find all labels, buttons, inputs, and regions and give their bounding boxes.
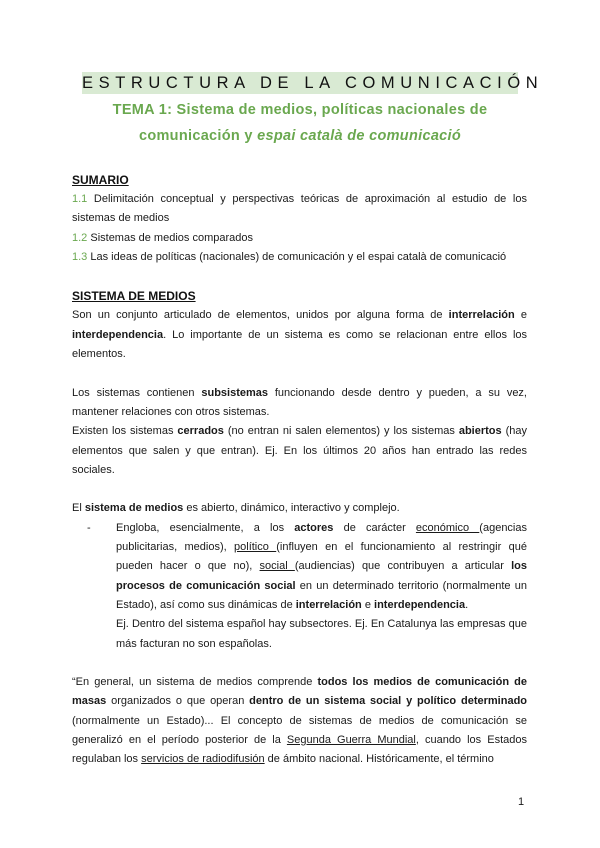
text-run: , cuando los Estados regulaban los [72,734,527,766]
bold-text: abiertos [458,425,502,438]
text-run: (normalmente un Estado)... El concepto de sistemas de medios de comunicación se generalizó en el período posterior de la [72,714,527,747]
sumario-heading: SUMARIO [72,173,129,187]
text-run: (audiencias) que contribuyen a articular [294,560,512,573]
text-run: . Lo importante de un sistema es como se relacionan entre ellos los elementos. [72,328,527,361]
text-run: Los sistemas contienen [72,386,202,399]
bold-text: todos los medios de comunicación de masas [72,676,527,708]
item-text: Delimitación conceptual y perspectivas teóricas de aproximación al estudio de los sistemas de medios [72,193,527,225]
list-item-text [116,519,527,615]
list-item-example [116,615,527,654]
item-number: 1.3 [72,250,88,263]
sumario-item-2 [72,229,527,248]
quote-paragraph [72,673,527,769]
document-body [72,170,527,770]
paragraph [72,422,527,480]
underlined-text: político [234,541,277,554]
bold-text: interdependencia [374,598,466,611]
subtitle-line-1: TEMA 1: Sistema de medios, políticas nacionales de [112,102,488,118]
text-run: El [72,502,85,515]
paragraph [72,384,527,423]
subtitle-line-2 [60,127,540,145]
subtitle-plain: comunicación y [138,128,258,144]
bold-text: sistema de medios [84,502,184,515]
sumario-item-3 [72,248,527,267]
subtitle-italic: espai català de comunicació [257,128,462,144]
text-run: de carácter [333,521,416,534]
underlined-text: servicios de radiodifusión [141,753,265,766]
item-text: Las ideas de políticas (nacionales) de comunicación y el espai català de comunicació [87,250,507,263]
sistema-heading: SISTEMA DE MEDIOS [72,289,196,304]
text-run: de ámbito nacional. Históricamente, el término [264,753,494,766]
bold-text: interrelación [295,598,362,611]
text-run: (influyen en el funcionamiento al restringir qué pueden hacer o que no), [116,541,527,573]
item-number: 1.1 [72,193,88,205]
bold-text: actores [294,521,334,534]
bold-text: subsistemas [201,386,269,399]
bold-text: interdependencia [72,328,164,341]
text-run: Existen los sistemas [72,425,178,438]
paragraph [72,499,527,518]
bold-text: interrelación [448,309,515,322]
text-run: funcionando desde dentro y pueden, a su vez, mantener relaciones con otros sistemas. [72,386,527,418]
list-dash: - [87,521,91,534]
page-number: 1 [518,796,525,808]
paragraph [72,306,527,364]
item-number: 1.2 [72,231,88,244]
text-run: es abierto, dinámico, interactivo y complejo. [183,502,400,515]
text-run: e [514,309,527,322]
text-run: (no entran ni salen elementos) y los sistemas [223,425,459,438]
text-run: Ej. Dentro del sistema español hay subsectores. Ej. En Catalunya las empresas que más facturan no son españolas. [116,618,527,650]
text-run: (agencias publicitarias, medios), [116,521,527,554]
text-run: Son un conjunto articulado de elementos, unidos por alguna forma de [72,309,449,322]
document-title: ESTRUCTURA DE LA COMUNICACIÓN [82,74,544,92]
text-run: Engloba, esencialmente, a los [116,521,295,534]
item-text: Sistemas de medios comparados [87,231,253,244]
underlined-text: social [259,560,295,573]
text-run: (hay elementos que salen y que entran). Ej. En los últimos 20 años han entrado las redes sociales. [72,425,527,476]
bold-text: dentro de un sistema social y político determinado [249,695,528,708]
text-run: en un determinado territorio (normalmente un Estado), así como sus dinámicas de [116,579,527,611]
underlined-text: económico [415,521,480,534]
text-run: “En general, un sistema de medios comprende [72,676,318,689]
bold-text: los procesos de comunicación social [116,560,528,592]
underlined-text: Segunda Guerra Mundial [286,734,416,747]
sumario-item-1 [72,190,527,229]
bold-text: cerrados [177,425,224,438]
text-run: . [465,598,469,611]
text-run: organizados o que operan [106,695,250,708]
text-run: e [361,598,375,611]
list-item [87,519,527,654]
